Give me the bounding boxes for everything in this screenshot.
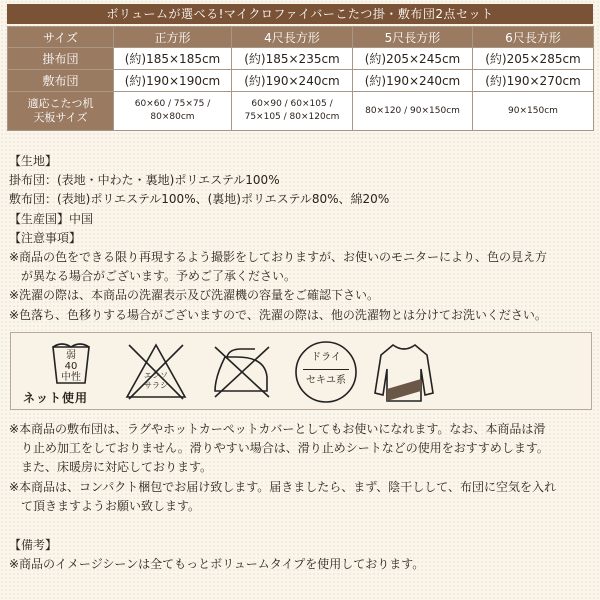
care-symbols-panel: [10, 332, 592, 410]
table-header-row: [8, 27, 594, 48]
note-line: て頂きますようお願い致します。: [21, 498, 201, 513]
hang-dry-shirt-icon: [371, 339, 437, 405]
title-bar: ボリュームが選べる!マイクロファイバーこたつ掛・敷布団2点セット: [7, 4, 593, 24]
bleach-line: サラシ: [144, 381, 168, 390]
table-header: サイズ: [8, 27, 114, 48]
material-section: [9, 152, 593, 325]
dry-clean-bottom: セキユ系: [303, 369, 349, 388]
notes2-section: [9, 420, 593, 516]
size-table: [7, 26, 594, 131]
note-line: ※洗濯の際は、本商品の洗濯表示及び洗濯機の容量をご確認下さい。: [9, 288, 380, 303]
remarks-line: ※商品のイメージシーンは全てもっとボリュームタイプを使用しております。: [9, 557, 425, 572]
table-cell: (約)185×235cm: [232, 48, 353, 70]
cell-line: 75×105 / 80×120cm: [244, 112, 340, 122]
row-label-line: 適応こたつ机: [27, 97, 94, 110]
row-label: [8, 92, 114, 131]
note-line: り止め加工をしておりません。滑りやすい場合は、滑り止めシートなどの使用をおすすめします。: [21, 441, 549, 456]
section-heading: 【備考】: [9, 538, 58, 552]
table-cell: (約)205×285cm: [473, 48, 594, 70]
dry-clean-top: ドライ: [311, 352, 341, 363]
remarks-section: [9, 536, 593, 574]
note-line: ※本商品の敷布団は、ラグやホットカーペットカバーとしてもお使いになれます。なお、本商品は滑: [9, 422, 546, 436]
material-line: 掛布団：(表地・中わた・裏地)ポリエステル100%: [9, 173, 280, 188]
no-iron-icon: [209, 343, 273, 401]
cell-line: 60×60 / 75×75 /: [134, 99, 211, 109]
table-row: [8, 48, 594, 70]
section-heading: 【生地】: [9, 154, 58, 168]
note-line: ※本商品は、コンパクト梱包でお届け致します。届きましたら、まず、陰干しして、布団に空気を入れ: [9, 479, 557, 494]
note-line: また、床暖房に対応しております。: [21, 460, 213, 475]
table-header: 正方形: [114, 27, 232, 48]
dry-clean-text: [293, 351, 359, 388]
bleach-line: エンソ: [144, 371, 168, 380]
section-heading: 【注意事項】: [9, 230, 82, 245]
table-cell: (約)190×190cm: [114, 70, 232, 92]
table-cell: (約)185×185cm: [114, 48, 232, 70]
table-cell: 90×150cm: [473, 92, 594, 131]
wash-temp: 40: [64, 361, 78, 372]
table-cell: (約)205×245cm: [353, 48, 473, 70]
table-header: 4尺長方形: [232, 27, 353, 48]
table-header: 6尺長方形: [473, 27, 594, 48]
bleach-text: [141, 371, 171, 391]
table-header: 5尺長方形: [353, 27, 473, 48]
table-row: [8, 70, 594, 92]
wash-label: ネット使用: [23, 391, 89, 405]
cell-line: 60×90 / 60×105 /: [251, 99, 333, 109]
table-cell: (約)190×270cm: [473, 70, 594, 92]
row-label: 敷布団: [8, 70, 114, 92]
note-line: が異なる場合がございます。予めご了承ください。: [21, 269, 297, 284]
material-line: 敷布団：(表地)ポリエステル100%、(裏地)ポリエステル80%、綿20%: [9, 192, 390, 207]
origin-line: 【生産国】中国: [9, 211, 94, 226]
wash-tub-text: [49, 350, 93, 383]
table-cell: (約)190×240cm: [232, 70, 353, 92]
table-cell: (約)190×240cm: [353, 70, 473, 92]
note-line: ※色落ち、色移りする場合がございますので、洗濯の際は、他の洗濯物とは分けてお洗いください。: [9, 307, 547, 322]
cell-line: 80×80cm: [150, 112, 195, 122]
row-label: 掛布団: [8, 48, 114, 70]
row-label-line: 天板サイズ: [33, 111, 88, 124]
note-line: ※商品の色をできる限り再現するよう撮影をしておりますが、お使いのモニターにより、色の見え方: [9, 250, 548, 265]
table-cell: [114, 92, 232, 131]
wash-detergent: 中性: [61, 372, 81, 383]
table-row: [8, 92, 594, 131]
table-cell: [232, 92, 353, 131]
table-cell: 80×120 / 90×150cm: [353, 92, 473, 131]
wash-strength: 弱: [66, 350, 76, 361]
